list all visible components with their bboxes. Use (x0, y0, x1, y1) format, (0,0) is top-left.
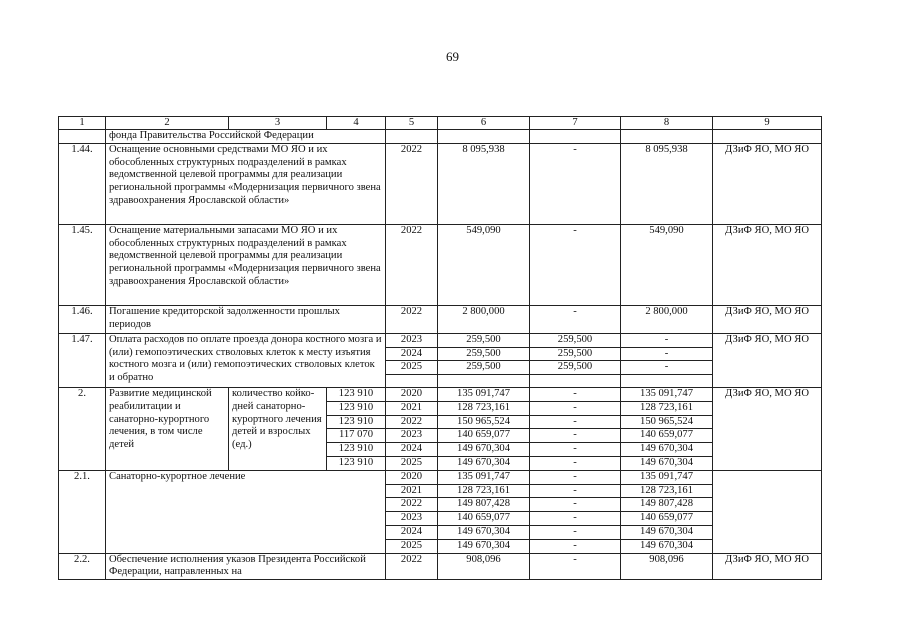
total-cell: 149 807,428 (438, 498, 530, 512)
executor-cell: ДЗиФ ЯО, МО ЯО (713, 143, 822, 224)
row-number: 2. (59, 387, 106, 470)
table-row (59, 333, 822, 347)
total-cell: 128 723,161 (438, 401, 530, 415)
continuation-text: фонда Правительства Российской Федерации (106, 130, 386, 144)
total-cell: 150 965,524 (438, 415, 530, 429)
header-cell: 8 (621, 117, 713, 130)
table-row (59, 553, 822, 580)
page-number: 69 (446, 49, 459, 64)
table-row (59, 224, 822, 305)
executor-cell (713, 470, 822, 553)
total-cell: 140 659,077 (438, 512, 530, 526)
indicator-value: 117 070 (327, 429, 386, 443)
row-description: Оснащение материальными запасами МО ЯО и их обособленных структурных подразделений в рамках ведомственной целевой программы для реализации региональной программы «Модернизация первичного звена здравоохранения Ярославской области» (106, 224, 386, 305)
federal-cell: - (530, 143, 621, 224)
total-cell: 908,096 (438, 553, 530, 580)
row-number: 1.45. (59, 224, 106, 305)
header-cell: 7 (530, 117, 621, 130)
year-cell: 2022 (386, 305, 438, 333)
total-cell: 549,090 (438, 224, 530, 305)
regional-cell: - (621, 361, 713, 375)
regional-cell: 2 800,000 (621, 305, 713, 333)
regional-cell: 128 723,161 (621, 484, 713, 498)
table-row (59, 130, 822, 144)
regional-cell: 149 670,304 (621, 443, 713, 457)
federal-cell: - (530, 553, 621, 580)
regional-cell: 549,090 (621, 224, 713, 305)
total-cell: 135 091,747 (438, 387, 530, 401)
year-cell: 2020 (386, 387, 438, 401)
federal-cell: - (530, 224, 621, 305)
header-cell: 2 (106, 117, 229, 130)
header-cell: 1 (59, 117, 106, 130)
indicator-value: 123 910 (327, 401, 386, 415)
executor-cell: ДЗиФ ЯО, МО ЯО (713, 553, 822, 580)
row-description: Обеспечение исполнения указов Президента Российской Федерации, направленных на (106, 553, 386, 580)
regional-cell: 149 807,428 (621, 498, 713, 512)
year-cell: 2022 (386, 224, 438, 305)
year-cell: 2023 (386, 512, 438, 526)
year-cell: 2024 (386, 443, 438, 457)
executor-cell: ДЗиФ ЯО, МО ЯО (713, 387, 822, 470)
federal-cell: - (530, 470, 621, 484)
year-cell: 2025 (386, 361, 438, 375)
total-cell: 259,500 (438, 347, 530, 361)
regional-cell: 140 659,077 (621, 512, 713, 526)
federal-cell: - (530, 429, 621, 443)
row-number: 1.47. (59, 333, 106, 387)
federal-cell: - (530, 401, 621, 415)
federal-cell: - (530, 484, 621, 498)
regional-cell: 128 723,161 (621, 401, 713, 415)
total-cell: 259,500 (438, 333, 530, 347)
federal-cell: - (530, 539, 621, 553)
federal-cell: - (530, 443, 621, 457)
regional-cell: 140 659,077 (621, 429, 713, 443)
total-cell: 149 670,304 (438, 443, 530, 457)
regional-cell: - (621, 347, 713, 361)
row-description: Оплата расходов по оплате проезда донора костного мозга и (или) гемопоэтических стволовых клеток к месту изъятия костного мозга и (или) гемопоэтических стволовых клеток и обратно (106, 333, 386, 387)
row-description: Погашение кредиторской задолженности прошлых периодов (106, 305, 386, 333)
row-description: Оснащение основными средствами МО ЯО и их обособленных структурных подразделений в рамках ведомственной целевой программы для реализации региональной программы «Модернизация первичного звена здравоохранения Ярославской области» (106, 143, 386, 224)
total-cell: 140 659,077 (438, 429, 530, 443)
header-cell: 3 (229, 117, 327, 130)
indicator-value: 123 910 (327, 415, 386, 429)
federal-cell: - (530, 498, 621, 512)
indicator-value: 123 910 (327, 456, 386, 470)
regional-cell: 135 091,747 (621, 387, 713, 401)
row-description: Санаторно-курортное лечение (106, 470, 386, 553)
year-cell: 2022 (386, 498, 438, 512)
federal-cell: - (530, 387, 621, 401)
year-cell: 2024 (386, 525, 438, 539)
total-cell: 149 670,304 (438, 539, 530, 553)
year-cell: 2025 (386, 539, 438, 553)
year-cell: 2021 (386, 484, 438, 498)
year-cell: 2022 (386, 415, 438, 429)
executor-cell: ДЗиФ ЯО, МО ЯО (713, 333, 822, 387)
total-cell: 2 800,000 (438, 305, 530, 333)
executor-cell: ДЗиФ ЯО, МО ЯО (713, 305, 822, 333)
indicator-value: 123 910 (327, 387, 386, 401)
year-cell: 2024 (386, 347, 438, 361)
executor-cell: ДЗиФ ЯО, МО ЯО (713, 224, 822, 305)
year-cell: 2023 (386, 429, 438, 443)
year-cell: 2022 (386, 143, 438, 224)
table-row (59, 387, 822, 401)
regional-cell: 8 095,938 (621, 143, 713, 224)
indicator-value: 123 910 (327, 443, 386, 457)
year-cell: 2023 (386, 333, 438, 347)
indicator-name: количество койко-дней санаторно-курортного лечения детей и взрослых (ед.) (229, 387, 327, 470)
row-number: 1.46. (59, 305, 106, 333)
federal-cell: - (530, 525, 621, 539)
header-cell: 5 (386, 117, 438, 130)
total-cell: 259,500 (438, 361, 530, 375)
federal-cell: - (530, 512, 621, 526)
regional-cell: - (621, 333, 713, 347)
year-cell: 2021 (386, 401, 438, 415)
row-description: Развитие медицинской реабилитации и санаторно-курортного лечения, в том числе детей (106, 387, 229, 470)
total-cell: 128 723,161 (438, 484, 530, 498)
row-number: 2.1. (59, 470, 106, 553)
header-cell: 4 (327, 117, 386, 130)
regional-cell: 149 670,304 (621, 525, 713, 539)
table-row (59, 305, 822, 333)
regional-cell: 150 965,524 (621, 415, 713, 429)
federal-cell: 259,500 (530, 347, 621, 361)
total-cell: 135 091,747 (438, 470, 530, 484)
federal-cell: 259,500 (530, 361, 621, 375)
table-row (59, 143, 822, 224)
header-cell: 9 (713, 117, 822, 130)
program-table (58, 116, 822, 580)
row-number: 1.44. (59, 143, 106, 224)
total-cell: 149 670,304 (438, 456, 530, 470)
federal-cell: 259,500 (530, 333, 621, 347)
year-cell: 2020 (386, 470, 438, 484)
header-row (59, 117, 822, 130)
header-cell: 6 (438, 117, 530, 130)
regional-cell: 908,096 (621, 553, 713, 580)
year-cell: 2025 (386, 456, 438, 470)
total-cell: 8 095,938 (438, 143, 530, 224)
table-row (59, 470, 822, 484)
row-number: 2.2. (59, 553, 106, 580)
federal-cell: - (530, 456, 621, 470)
federal-cell: - (530, 305, 621, 333)
total-cell: 149 670,304 (438, 525, 530, 539)
year-cell: 2022 (386, 553, 438, 580)
federal-cell: - (530, 415, 621, 429)
regional-cell: 135 091,747 (621, 470, 713, 484)
regional-cell: 149 670,304 (621, 456, 713, 470)
regional-cell: 149 670,304 (621, 539, 713, 553)
